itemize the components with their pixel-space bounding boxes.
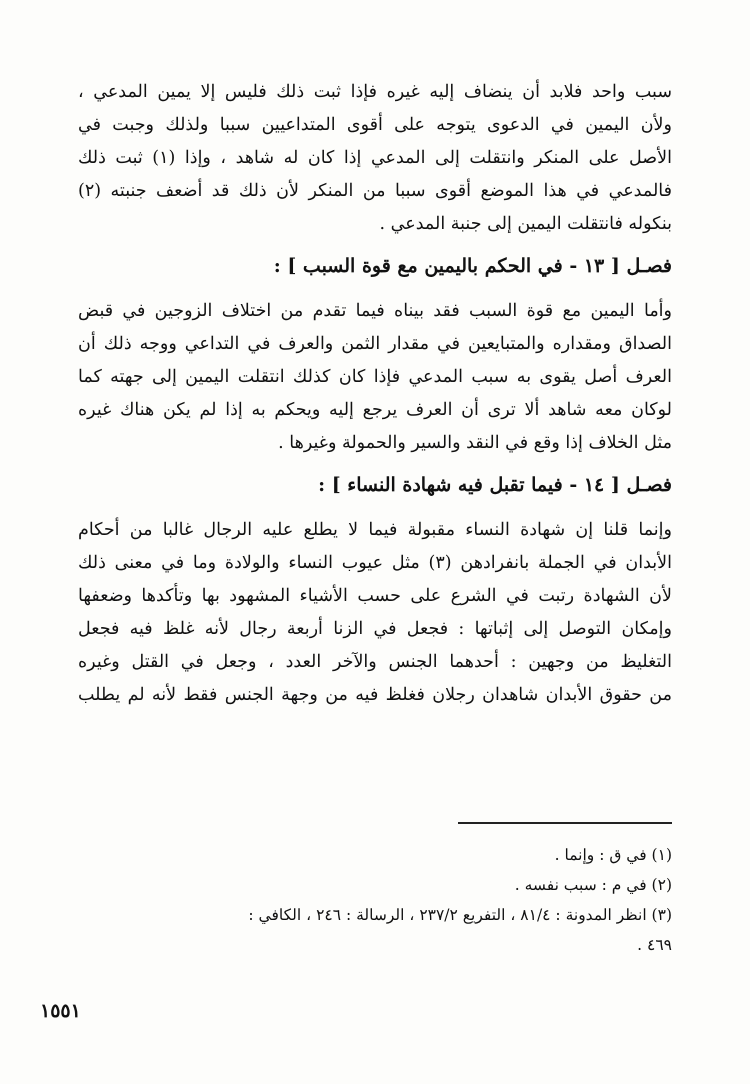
text-line: من حقوق الأبدان شاهدان رجلان فغلظ فيه من وجهة الجنس فقط لأنه لم يطلب xyxy=(78,685,672,705)
text-line: الأبدان في الجملة بانفرادهن (٣) مثل عيوب النساء والولادة وما في معنى ذلك xyxy=(78,553,672,573)
text-line: لوكان معه شاهد ألا ترى أن العرف يرجع إليه ويحكم به إذا لم يكن هناك غيره xyxy=(78,400,672,420)
text-line: مثل الخلاف إذا وقع في النقد والسير والحمولة وغيرها . xyxy=(278,433,672,453)
section-heading-14: فصـل [ ١٤ - فيما تقبل فيه شهادة النساء ] : xyxy=(318,474,672,496)
text-line: وإنما قلنا إن شهادة النساء مقبولة فيما لا يطلع عليه الرجال غالبا من أحكام xyxy=(78,520,672,540)
paragraph-2 xyxy=(78,295,672,460)
paragraph-1 xyxy=(78,76,672,241)
footnote-divider xyxy=(458,822,672,824)
footnote-2: (٢) في م : سبب نفسه . xyxy=(514,876,672,894)
text-line: وأما اليمين مع قوة السبب فقد بيناه فيما تقدم من اختلاف الزوجين في قبض xyxy=(78,301,672,321)
paragraph-3 xyxy=(78,514,672,712)
page-number: ١٥٥١ xyxy=(40,1000,81,1022)
section-heading-13: فصـل [ ١٣ - في الحكم باليمين مع قوة السبب ] : xyxy=(273,255,672,277)
text-line: التغليظ من وجهين : أحدهما الجنس والآخر العدد ، وجعل في القتل وغيره xyxy=(78,652,672,672)
footnotes xyxy=(78,840,672,960)
text-line: ولأن اليمين في الدعوى يتوجه على أقوى المتداعيين سببا ولذلك وجبت في xyxy=(78,115,672,135)
text-line: وإمكان التوصل إلى إثباتها : فجعل في الزنا أربعة رجال لأنه غلظ فيه فجعل xyxy=(78,619,672,639)
text-line: بنكوله فانتقلت اليمين إلى جنبة المدعي . xyxy=(379,214,672,234)
footnote-1: (١) في ق : وإنما . xyxy=(554,846,672,864)
text-line: فالمدعي في هذا الموضع أقوى سببا من المنكر لأن ذلك قد أضعف جنبته (٢) xyxy=(78,181,672,201)
footnote-3-continuation: ٤٦٩ . xyxy=(637,936,672,954)
text-line: لأن الشهادة رتبت في الشرع على حسب الأشياء المشهود بها وتأكدها وضعفها xyxy=(78,586,672,606)
footnote-3: (٣) انظر المدونة : ٨١/٤ ، التفريع ٢٣٧/٢ ، الرسالة : ٢٤٦ ، الكافي : xyxy=(248,906,672,924)
page-body xyxy=(78,72,672,712)
text-line: الصداق ومقداره والمتبايعين في مقدار الثمن والعرف في التداعي ووجه ذلك أن xyxy=(78,334,672,354)
text-line: سبب واحد فلابد أن ينضاف إليه غيره فإذا ثبت ذلك فليس إلا يمين المدعي ، xyxy=(78,82,672,102)
text-line: العرف أصل يقوى به سبب المدعي فإذا كان كذلك انتقلت اليمين إلى جهته كما xyxy=(78,367,672,387)
text-line: الأصل على المنكر وانتقلت إلى المدعي إذا كان له شاهد ، وإذا (١) ثبت ذلك xyxy=(78,148,672,168)
